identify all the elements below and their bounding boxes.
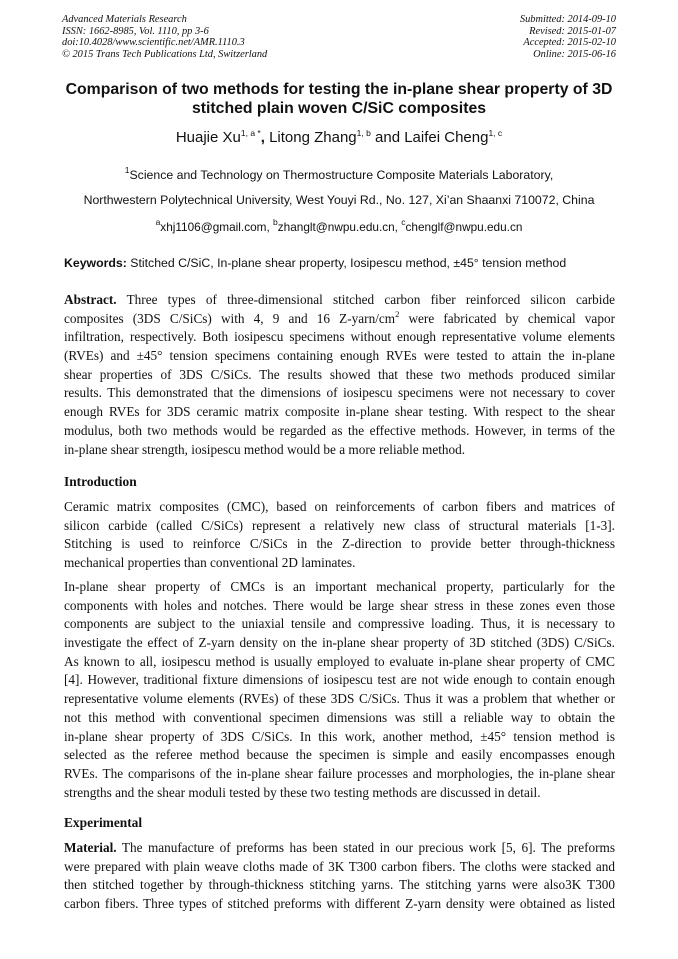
email-mark: a <box>155 217 161 227</box>
author-conjunction: and <box>370 129 405 146</box>
affiliation-mark: 1 <box>124 165 130 175</box>
copyright: © 2015 Trans Tech Publications Ltd, Switzerland <box>62 48 268 60</box>
affiliation-text: Science and Technology on Thermostructure Composite Materials Laboratory, <box>129 168 554 182</box>
submitted-date: Submitted: 2014-09-10 <box>519 14 616 25</box>
abstract-line <box>64 291 615 310</box>
abstract-line: (RVEs) and ±45° tension specimens containing enough RVEs were tested to attain the in-plane <box>64 348 615 364</box>
paragraph-line: RVEs. The comparisons of the in-plane shear failure processes and morphologies, the in-plane shear <box>64 765 615 781</box>
paragraph-line: were prepared with plain weave cloths made of 3K T300 carbon fibers. The cloths were stacked and <box>64 858 615 874</box>
issn: ISSN: 1662-8985, Vol. 1110, pp 3-6 <box>62 25 209 37</box>
affiliation-text: Northwestern Polytechnical University, West Youyi Rd., No. 127, Xi’an Shaanxi 710072, China <box>83 193 595 207</box>
abstract-label: Abstract. <box>64 292 117 307</box>
line-text: Three types of three-dimensional stitched carbon fiber reinforced silicon carbide <box>116 292 615 307</box>
paragraph-line: carbon fibers. Three types of stitched preforms with different Z-yarn density were obtained as listed <box>64 896 615 912</box>
email-mark: b <box>273 217 278 227</box>
author-name: Litong Zhang <box>264 129 357 146</box>
abstract-line: in-plane shear strength, iosipescu method would be a more reliable method. <box>64 441 466 457</box>
affiliation-line <box>20 165 658 182</box>
header-right <box>520 14 616 60</box>
paragraph-line: mechanical properties than conventional 2D laminates. <box>64 555 356 571</box>
superscript: 2 <box>395 309 400 319</box>
author-affil-mark: 1, c <box>488 128 503 138</box>
email: xhj1106@gmail.com, <box>160 220 274 234</box>
paragraph-line: in-plane shear property of 3DS C/SiCs. In this work, another method, ±45° tension method is <box>64 728 615 744</box>
email: chenglf@nwpu.edu.cn <box>405 220 523 234</box>
keywords-text: Stitched C/SiC, In-plane shear property, Iosipescu method, ±45° tension method <box>126 256 567 270</box>
online-date: Online: 2015-06-16 <box>533 48 616 60</box>
paragraph-line: Ceramic matrix composites (CMC), based on reinforcements of carbon fibers and matrices of <box>64 499 615 514</box>
paragraph-line: components are subject to the uniaxial tensile and compressive loading. Thus, it is necessary to <box>64 616 615 632</box>
paragraph-line: not this method with conventional specimen dimensions was still a reliable way to obtain the <box>64 709 615 725</box>
paragraph-line: Stitching is used to reinforce C/SiCs in the Z-direction to provide better through-thickness <box>64 536 615 552</box>
abstract-line: modulus, both two methods would be regarded as the effective methods. However, in terms of the <box>64 422 615 438</box>
keywords-label: Keywords: <box>64 256 127 270</box>
journal-name: Advanced Materials Research <box>62 14 187 25</box>
email-mark: c <box>401 217 406 227</box>
author-affil-mark: 1, a * <box>240 128 261 138</box>
abstract-line <box>64 310 615 329</box>
author-list <box>20 128 658 146</box>
paragraph-line <box>64 839 615 858</box>
paragraph-line: In-plane shear property of CMCs is an important mechanical property, particularly for the <box>64 579 615 594</box>
paper-title <box>40 80 638 118</box>
section-heading-experimental: Experimental <box>64 815 143 830</box>
line-text: The manufacture of preforms has been stated in our precious work [5, 6]. The preforms <box>116 840 615 855</box>
affiliation-line <box>20 193 658 207</box>
author-name: Laifei Cheng <box>404 129 489 146</box>
paragraph-line: As known to all, iosipescu method is usually employed to evaluate in-plane shear property of CMC <box>64 653 615 669</box>
paragraph-line: silicon carbide (called C/SiCs) represent a relatively new class of structural materials [1-3]. <box>64 517 615 533</box>
author-emails <box>20 217 658 234</box>
paragraph-line: strengths and the shear moduli tested by these two testing methods are discussed in detail. <box>64 784 541 800</box>
title-line: Comparison of two methods for testing the in-plane shear property of 3D <box>65 81 613 98</box>
paragraph-line: then stitched together by through-thickness stitching yarns. The stitching yarns were also3K T300 <box>64 877 615 893</box>
keywords <box>64 256 618 270</box>
title-line: stitched plain woven C/SiC composites <box>191 100 487 117</box>
email: zhanglt@nwpu.edu.cn, <box>277 220 402 234</box>
experimental-paragraph <box>64 839 615 914</box>
section-heading-introduction: Introduction <box>64 474 137 489</box>
abstract <box>64 291 615 459</box>
paragraph-line: [4]. However, traditional fixture dimensions of iosipescu test are not wide enough to contain enough <box>64 672 615 688</box>
introduction-paragraph <box>64 578 615 802</box>
paragraph-line: components with holes and notches. There would be large shear stress in these zones even those <box>64 597 615 613</box>
abstract-line: results. This demonstrated that the dimensions of iosipescu specimens were not necessary to cover <box>64 385 615 401</box>
doi: doi:10.4028/www.scientific.net/AMR.1110.3 <box>62 37 245 49</box>
accepted-date: Accepted: 2015-02-10 <box>523 37 616 49</box>
line-text: composites (3DS C/SiCs) with 4, 9 and 16 Z-yarn/cm <box>64 310 396 326</box>
author-separator: , <box>260 129 265 146</box>
abstract-line: enough RVEs for 3DS ceramic matrix composite in-plane shear testing. With respect to the shear <box>64 404 615 420</box>
author-name: Huajie Xu <box>175 129 241 146</box>
paragraph-line: representative volume elements (RVEs) of these 3DS C/SiCs. Thus it was a problem that whether or <box>64 691 615 707</box>
abstract-line: shear properties of 3DS C/SiCs. The results showed that these two methods produced similar <box>64 366 615 382</box>
material-label: Material. <box>64 840 117 855</box>
author-affil-mark: 1, b <box>356 128 371 138</box>
line-text: were fabricated by chemical vapor <box>399 310 615 326</box>
paragraph-line: selected as the referee method because the specimen is simple and easily encompasses enough <box>64 747 615 763</box>
revised-date: Revised: 2015-01-07 <box>529 25 616 37</box>
header-left <box>62 14 267 60</box>
abstract-line: infiltration, respectively. Both iosipescu specimens without enough representative volume elements <box>64 329 615 345</box>
paragraph-line: investigate the effect of Z-yarn density on the in-plane shear property of 3D stitched (3DS) C/SiCs. <box>64 635 615 651</box>
introduction-paragraph <box>64 498 615 573</box>
